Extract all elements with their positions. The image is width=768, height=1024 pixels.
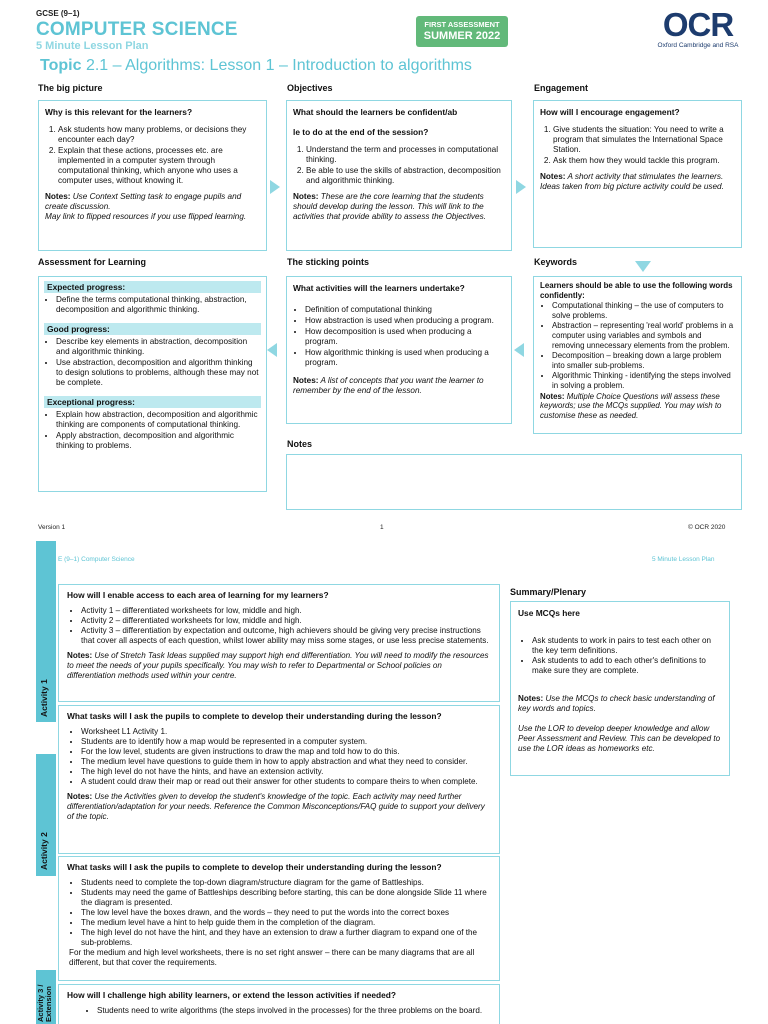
notes-text: Multiple Choice Questions will assess these keywords; use the MCQs supplied. You may wish to customise these as needed. xyxy=(540,391,722,420)
notes-text: A list of concepts that you want the learner to remember by the end of the lesson. xyxy=(293,376,484,395)
topic-text: 2.1 – Algorithms: Lesson 1 – Introduction to algorithms xyxy=(85,57,472,74)
activity-1-list xyxy=(67,606,491,646)
notes-label: Notes: xyxy=(293,376,319,385)
sticking-notes xyxy=(293,376,505,396)
engagement-label: Engagement xyxy=(534,83,589,93)
list-item: • Ask students to work in pairs to test each other on the key term definitions. xyxy=(532,636,722,656)
ocr-logo xyxy=(652,8,744,56)
keywords-box xyxy=(533,276,742,434)
page-number: 1 xyxy=(380,524,384,531)
list-item: • Worksheet L1 Activity 1. xyxy=(81,727,491,737)
assessment-box xyxy=(38,276,267,492)
good-progress-band: Good progress: xyxy=(44,323,261,335)
list-item: • How decomposition is used when producing a program. xyxy=(305,327,505,347)
objectives-box xyxy=(286,100,512,251)
summary-label: Summary/Plenary xyxy=(510,587,587,597)
objectives-list xyxy=(293,145,505,186)
list-item: • Activity 2 – differentiated worksheets for low, middle and high. xyxy=(81,616,491,626)
arrow-left-icon xyxy=(514,343,524,357)
activity-2-notes xyxy=(67,792,491,822)
list-item: • How abstraction is used when producing a program. xyxy=(305,316,505,326)
notes-text: A short activity that stimulates the learners. Ideas taken from big picture activity could be used. xyxy=(540,172,724,191)
list-item: • How algorithmic thinking is used when producing a program. xyxy=(305,348,505,368)
big-picture-label: The big picture xyxy=(38,83,103,93)
engagement-question: How will I encourage engagement? xyxy=(540,107,680,117)
big-picture-list xyxy=(45,125,260,186)
sticking-question: What activities will the learners undertake? xyxy=(293,283,465,293)
page2-header-right: 5 Minute Lesson Plan xyxy=(652,556,715,563)
good-list xyxy=(44,337,261,388)
list-item: • A student could draw their map or read out their answer for other students to compare theirs to when complete. xyxy=(81,777,491,787)
plan-title: 5 Minute Lesson Plan xyxy=(36,40,149,52)
list-item: • Define the terms computational thinking, abstraction, decomposition and algorithmic thinking. xyxy=(56,295,261,315)
list-item: • Apply abstraction, decomposition and algorithmic thinking to problems. xyxy=(56,431,261,451)
notes-label: Notes: xyxy=(67,792,93,801)
expected-list xyxy=(44,295,261,315)
objectives-label: Objectives xyxy=(287,83,333,93)
list-item: 1. Understand the term and processes in computational thinking. xyxy=(306,145,505,165)
list-item: • Explain how abstraction, decomposition and algorithmic thinking are components of computational thinking. xyxy=(56,410,261,430)
big-picture-question: Why is this relevant for the learners? xyxy=(45,107,193,117)
list-item: • Algorithmic Thinking - identifying the steps involved in solving a problem. xyxy=(552,371,735,390)
notes-text: Use Context Setting task to engage pupils and create discussion. xyxy=(45,192,242,211)
exceptional-list xyxy=(44,410,261,451)
list-item: 2. Explain that these actions, processes etc. are implemented in a computer system through computational thinking, which anyone who uses a computer uses, without knowing it. xyxy=(58,146,260,186)
notes-section-label: Notes xyxy=(287,439,313,449)
list-item: • Students are to identify how a map would be represented in a computer system. xyxy=(81,737,491,747)
activity-2-question: What tasks will I ask the pupils to complete to develop their understanding during the lesson? xyxy=(67,711,442,721)
engagement-box xyxy=(533,100,742,248)
activity-2-box xyxy=(58,705,500,854)
notes-label: Notes: xyxy=(45,192,71,201)
list-item: • Definition of computational thinking xyxy=(305,305,505,315)
list-item: 2. Ask them how they would tackle this program. xyxy=(553,156,735,166)
copyright-text: © OCR 2020 xyxy=(688,524,726,531)
activity-2-rail-label: Activity 2 xyxy=(39,832,49,870)
assessment-badge xyxy=(416,16,508,47)
extension-question: How will I challenge high ability learners, or extend the lesson activities if needed? xyxy=(67,990,397,1000)
keywords-notes xyxy=(540,392,735,421)
notes-text: Use the Activities given to develop the student's knowledge of the topic. Each activity may need further differentiation/adaptation for your needs. Reference the Common Misconceptions/FAQ guide to support your delivery of the topic. xyxy=(67,792,485,821)
qualification-label: GCSE (9–1) xyxy=(36,9,80,18)
activity-3-box xyxy=(58,856,500,981)
activity-2-rail xyxy=(36,754,56,876)
summary-list xyxy=(518,636,722,676)
version-text: Version 1 xyxy=(38,524,66,531)
sticking-list xyxy=(293,305,505,368)
activity-1-rail-label: Activity 1 xyxy=(39,679,49,717)
activity-1-question: How will I enable access to each area of learning for my learners? xyxy=(67,590,329,600)
big-picture-notes-2: May link to flipped resources if you use flipped learning. xyxy=(45,212,247,221)
arrow-right-icon xyxy=(270,180,280,194)
list-item: 1. Give students the situation: You need to write a program that simulates the International Space Station. xyxy=(553,125,735,155)
list-item: • The medium level have a hint to help guide them in the completion of the diagram. xyxy=(81,918,491,928)
activity-1-box xyxy=(58,584,500,702)
activity-1-rail xyxy=(36,541,56,722)
subject-title: COMPUTER SCIENCE xyxy=(36,19,238,40)
activity-1-notes xyxy=(67,651,491,681)
exceptional-progress-band: Exceptional progress: xyxy=(44,396,261,408)
big-picture-notes xyxy=(45,192,260,212)
list-item: • Use abstraction, decomposition and algorithm thinking to design solutions to problems, although these may not be complete. xyxy=(56,358,261,388)
big-picture-box xyxy=(38,100,267,251)
engagement-notes xyxy=(540,172,735,192)
extension-box xyxy=(58,984,500,1024)
objectives-question-b: le to do at the end of the session? xyxy=(293,127,429,137)
arrow-down-icon xyxy=(635,261,651,272)
topic-label: Topic xyxy=(40,57,82,74)
summary-notes-2: Use the LOR to develop deeper knowledge and allow Peer Assessment and Review. This can be developed to use the LOR ideas as homeworks etc. xyxy=(518,724,721,753)
list-item: • For the low level, students are given instructions to draw the map and told how to do this. xyxy=(81,747,491,757)
arrow-right-icon xyxy=(516,180,526,194)
keywords-list xyxy=(540,301,735,390)
list-item: • Decomposition – breaking down a large problem into smaller sub-problems. xyxy=(552,351,735,370)
summary-box xyxy=(510,601,730,776)
list-item: • Abstraction – representing 'real world' problems in a computer using variables and symbols and removing unnecessary elements from the problem. xyxy=(552,321,735,350)
sticking-label: The sticking points xyxy=(287,257,370,267)
extension-list xyxy=(67,1006,491,1016)
notes-text: Use the MCQs to check basic understanding of key words and topics. xyxy=(518,694,715,713)
badge-line-1: FIRST ASSESSMENT xyxy=(424,20,500,29)
list-item: • The medium level have questions to guide them in how to apply abstraction and what they need to consider. xyxy=(81,757,491,767)
summary-notes xyxy=(518,694,722,714)
list-item: • Describe key elements in abstraction, decomposition and algorithmic thinking. xyxy=(56,337,261,357)
notes-area[interactable] xyxy=(286,454,742,510)
list-item: • Activity 1 – differentiated worksheets for low, middle and high. xyxy=(81,606,491,616)
logo-text: OCR xyxy=(662,6,734,43)
expected-progress-band: Expected progress: xyxy=(44,281,261,293)
activity-2-list xyxy=(67,727,491,787)
list-item: • Ask students to add to each other's definitions to make sure they are complete. xyxy=(532,656,722,676)
notes-text: These are the core learning that the students should develop during the lesson. This will link to the activities that provide ability to assess the Objectives. xyxy=(293,192,486,221)
list-item: • The high level do not have the hint, and they have an extension to draw a further diagram to expand one of the sub-problems. xyxy=(81,928,491,948)
list-item: • Computational thinking – the use of computers to solve problems. xyxy=(552,301,735,320)
notes-label: Notes: xyxy=(67,651,93,660)
list-item: • Students need to write algorithms (the steps involved in the processes) for the three problems on the board. xyxy=(97,1006,491,1016)
activity-3-after: For the medium and high level worksheets, there is no set right answer – there can be many diagrams that are all different, but that cover the requirements. xyxy=(69,948,475,967)
page2-header-left: E (9–1) Computer Science xyxy=(58,556,135,563)
list-item: • The low level have the boxes drawn, and the words – they need to put the words into the correct boxes xyxy=(81,908,491,918)
list-item: • Activity 3 – differentiation by expectation and outcome, high achievers should be giving very precise instructions that cover all aspects of each question, whilst lower ability may miss some stages, or use less precise statements. xyxy=(81,626,491,646)
activity-3-rail xyxy=(36,970,56,1024)
list-item: • The high level do not have the hints, and have an extension activity. xyxy=(81,767,491,777)
summary-heading: Use MCQs here xyxy=(518,608,580,618)
activity-3-rail-label: Activity 3 / Extension xyxy=(36,984,53,1022)
logo-subtitle: Oxford Cambridge and RSA xyxy=(657,42,739,49)
assessment-label: Assessment for Learning xyxy=(38,257,147,267)
notes-label: Notes: xyxy=(540,391,565,401)
keywords-intro: Learners should be able to use the following words confidently: xyxy=(540,281,733,300)
activity-3-question: What tasks will I ask the pupils to complete to develop their understanding during the lesson? xyxy=(67,862,442,872)
notes-label: Notes: xyxy=(518,694,544,703)
objectives-notes xyxy=(293,192,505,222)
sticking-box xyxy=(286,276,512,424)
list-item: • Students need to complete the top-down diagram/structure diagram for the game of Battleships. xyxy=(81,878,491,888)
topic-heading xyxy=(40,57,472,75)
notes-text: Use of Stretch Task Ideas supplied may support high end differentiation. You will need to modify the resources to meet the needs of your pupils specifically. You may wish to refer to Departmental or School policies on differentiation methods used within your centre. xyxy=(67,651,489,680)
activity-3-list xyxy=(67,878,491,948)
keywords-label: Keywords xyxy=(534,257,578,267)
arrow-left-icon xyxy=(267,343,277,357)
engagement-list xyxy=(540,125,735,166)
list-item: 1. Ask students how many problems, or decisions they encounter each day? xyxy=(58,125,260,145)
badge-line-2: SUMMER 2022 xyxy=(423,30,501,42)
list-item: 2. Be able to use the skills of abstraction, decomposition and algorithmic thinking. xyxy=(306,166,505,186)
objectives-question-a: What should the learners be confident/ab xyxy=(293,107,458,117)
notes-label: Notes: xyxy=(293,192,319,201)
notes-label: Notes: xyxy=(540,172,566,181)
list-item: • Students may need the game of Battleships describing before starting, this can be done alongside Slide 11 where the diagram is presented. xyxy=(81,888,491,908)
